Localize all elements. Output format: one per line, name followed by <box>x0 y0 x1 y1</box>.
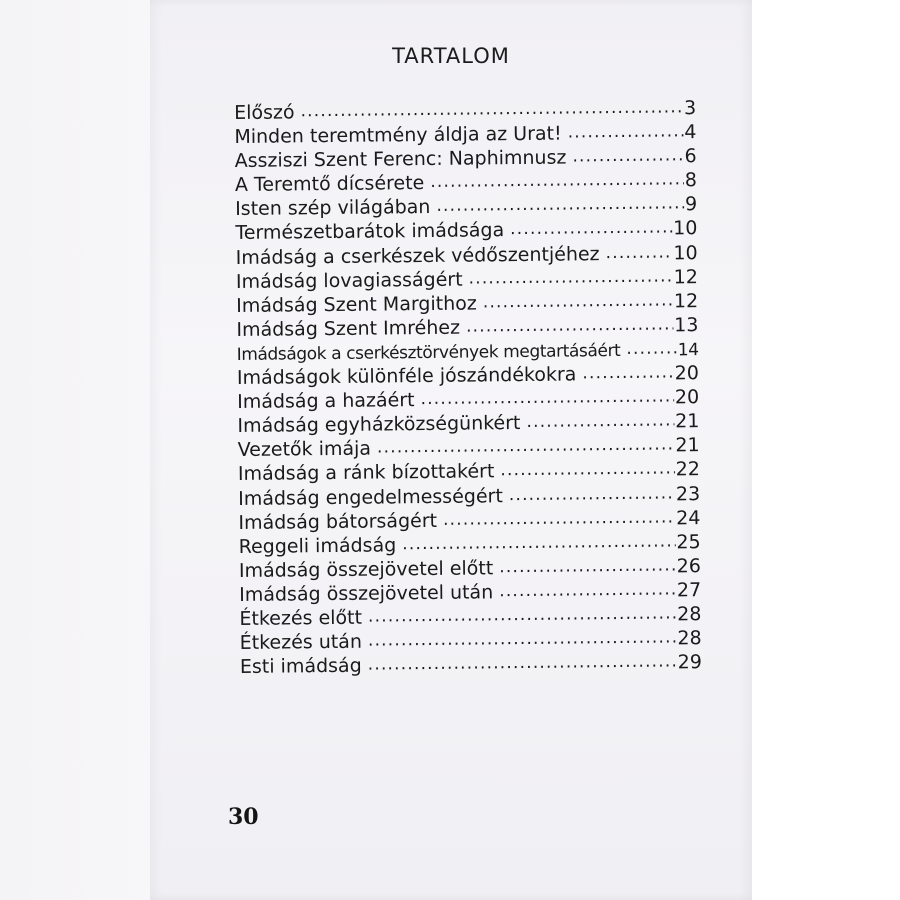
toc-entry-title: Imádság a cserkészek védőszentjéhez <box>235 242 600 269</box>
toc-entry-page: 27 <box>676 579 702 602</box>
toc-dot-leader <box>510 216 672 237</box>
table-of-contents <box>234 95 702 678</box>
toc-entry-title: Reggeli imádság <box>238 534 397 558</box>
toc-entry-page: 29 <box>677 651 703 674</box>
toc-dot-leader <box>402 529 675 551</box>
toc-entry-title: Imádságok különféle jószándékokra <box>236 363 577 390</box>
toc-dot-leader <box>300 95 683 118</box>
toc-entry-page: 26 <box>676 554 702 578</box>
toc-entry-title: Imádság a ránk bízottakért <box>237 460 495 486</box>
book-page <box>150 0 752 900</box>
toc-entry-page: 20 <box>674 362 700 385</box>
toc-dot-leader <box>368 650 677 672</box>
toc-entry-page: 25 <box>676 530 701 554</box>
toc-entry-title: Imádság lovagiasságért <box>235 268 463 293</box>
toc-dot-leader <box>443 505 675 526</box>
toc-dot-leader <box>526 409 674 430</box>
toc-entry-page: 28 <box>677 627 702 650</box>
toc-dot-leader <box>499 553 676 574</box>
toc-dot-leader <box>626 336 677 356</box>
toc-entry-title: Előszó <box>234 101 295 124</box>
toc-entry-page: 4 <box>684 121 697 144</box>
toc-entry-title: Esti imádság <box>239 654 362 679</box>
toc-entry-title: Imádság Szent Imréhez <box>236 316 461 341</box>
toc-dot-leader <box>509 481 675 502</box>
toc-entry-page: 12 <box>673 289 699 313</box>
toc-entry-page: 23 <box>675 482 701 505</box>
toc-entry-title: Imádság összejövetel után <box>239 581 494 606</box>
toc-entry-title: Minden teremtmény áldja az Urat! <box>234 122 562 149</box>
toc-entry-title: Imádság összejövetel előtt <box>238 557 494 582</box>
toc-dot-leader <box>377 433 675 455</box>
toc-entry-title: Imádság Szent Margithoz <box>236 292 477 317</box>
toc-dot-leader <box>499 577 676 598</box>
toc-entry-title: Imádság bátorságért <box>238 509 438 534</box>
toc-dot-leader <box>368 601 676 623</box>
toc-entry-page: 9 <box>684 193 698 216</box>
toc-entry-page: 10 <box>673 217 698 240</box>
toc-dot-leader <box>572 143 683 163</box>
toc-entry-page: 13 <box>674 313 699 337</box>
toc-dot-leader <box>605 240 672 260</box>
toc-dot-leader <box>466 312 673 333</box>
toc-entry-page: 8 <box>684 169 697 192</box>
toc-entry-page: 14 <box>677 340 699 361</box>
toc-entry-title: Imádság engedelmességért <box>238 484 503 510</box>
page-number: 30 <box>228 804 259 830</box>
toc-entry-page: 20 <box>674 386 700 409</box>
toc-entry-page: 24 <box>676 506 701 529</box>
toc-entry-page: 22 <box>675 458 701 481</box>
toc-dot-leader <box>500 457 675 478</box>
toc-dot-leader <box>582 360 674 380</box>
toc-entry-title: Assziszi Szent Ferenc: Naphimnusz <box>234 146 567 173</box>
toc-dot-leader <box>368 625 677 647</box>
toc-entry-title: Vezetők imája <box>237 437 372 462</box>
toc-dot-leader <box>468 264 672 285</box>
toc-entry-title: Étkezés után <box>239 630 363 655</box>
toc-dot-leader <box>568 119 684 139</box>
toc-entry-page: 3 <box>683 97 697 120</box>
page-title: TARTALOM <box>392 44 510 68</box>
toc-dot-leader <box>436 192 684 214</box>
toc-entry-page: 21 <box>675 434 700 457</box>
toc-entry-title: Étkezés előtt <box>239 606 363 630</box>
toc-entry-title: Imádság a hazáért <box>237 389 415 414</box>
toc-entry-page: 21 <box>675 410 700 433</box>
toc-entry <box>240 649 702 678</box>
toc-entry-title: Isten szép világában <box>235 196 431 221</box>
toc-entry-page: 6 <box>684 145 697 168</box>
toc-entry-title: A Teremtő dícsérete <box>234 172 425 197</box>
toc-entry-page: 12 <box>673 265 698 289</box>
toc-entry-page: 10 <box>673 241 698 264</box>
toc-dot-leader <box>420 385 674 407</box>
toc-entry-title: Imádság egyházközségünkért <box>237 412 521 438</box>
toc-dot-leader <box>483 288 673 309</box>
toc-entry-title: Természetbarátok imádsága <box>235 219 505 245</box>
toc-entry-title: Imádságok a cserkésztörvények megtartásáért <box>236 340 621 365</box>
toc-entry-page: 28 <box>677 603 702 626</box>
toc-dot-leader <box>430 168 684 190</box>
